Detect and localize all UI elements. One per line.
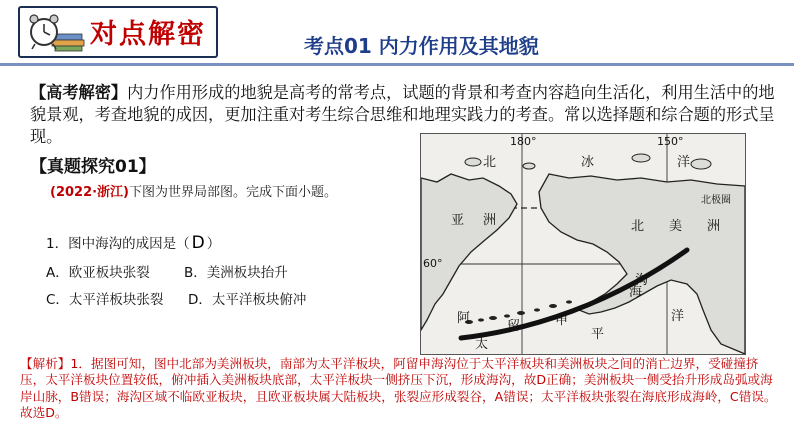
option-b[interactable]: B．美洲板块抬升 bbox=[184, 265, 288, 281]
label-trench-1: 阿 bbox=[457, 311, 471, 326]
label-na-1: 北 bbox=[631, 219, 645, 234]
source-line bbox=[50, 181, 337, 200]
label-north: 北 bbox=[483, 155, 497, 170]
header-divider bbox=[0, 63, 794, 66]
analysis-paragraph: 【解析】1．据图可知，图中北部为美洲板块，南部为太平洋板块，阿留申海沟位于太平洋板块和美洲板块之间的消亡边界，受碰撞挤压，太平洋板块位置较低，俯冲插入美洲板块底部，太平洋板块一侧挤压下沉，形成海沟，故D正确；美洲板块一侧受抬升形成岛弧或海岸山脉，B错误；海沟区域不临欧亚板块，且欧亚板块属大陆板块，张裂应形成裂谷，A错误；太平洋板块张裂在海底形成海岭，C错误。故选D。 bbox=[20, 356, 777, 421]
source-text: 下图为世界局部图。完成下面小题。 bbox=[129, 185, 338, 200]
section-title: 【真题探究01】 bbox=[30, 157, 156, 177]
label-na-3: 洲 bbox=[707, 219, 721, 234]
label-na-2: 美 bbox=[669, 219, 683, 234]
alarm-clock-books-icon bbox=[24, 10, 86, 52]
label-ocean-n: 洋 bbox=[677, 155, 691, 170]
page-title: 考点01 内力作用及其地貌 bbox=[304, 34, 539, 58]
label-asia-2: 洲 bbox=[483, 213, 497, 228]
intro-tag: 【高考解密】 bbox=[30, 83, 128, 102]
options-row-1 bbox=[46, 261, 322, 281]
label-trench-5: 沟 bbox=[635, 273, 649, 288]
question-stem bbox=[46, 232, 220, 253]
handwritten-answer: D bbox=[191, 233, 205, 253]
lat-label-60: 60° bbox=[423, 257, 443, 270]
label-pacific-3: 洋 bbox=[671, 309, 685, 324]
question-stem-after: ） bbox=[206, 236, 221, 252]
world-partial-map bbox=[420, 133, 746, 355]
intro-text: 内力作用形成的地貌是高考的常考点，试题的背景和考查内容趋向生活化，利用生活中的地貌景观，考查地貌的成因，更加注重对考生综合思维和地理实践力的考查。常以选择题和综合题的形式呈现。 bbox=[30, 83, 775, 146]
label-trench-2: 留 bbox=[507, 319, 521, 334]
lon-label-150: 150° bbox=[657, 135, 684, 148]
question-stem-before: 1．图中海沟的成因是（ bbox=[46, 236, 190, 252]
options-row-2 bbox=[46, 288, 326, 308]
label-ice: 冰 bbox=[581, 155, 595, 170]
logo-text: 对点解密 bbox=[90, 19, 206, 50]
label-trench-3: 申 bbox=[555, 313, 569, 328]
page-header bbox=[0, 0, 794, 66]
logo bbox=[18, 6, 218, 58]
label-asia-1: 亚 bbox=[451, 213, 465, 228]
label-pacific-1: 太 bbox=[475, 337, 489, 352]
option-a[interactable]: A．欧亚板块张裂 bbox=[46, 265, 150, 281]
source-tag: (2022·浙江) bbox=[50, 185, 130, 200]
option-c[interactable]: C．太平洋板块张裂 bbox=[46, 292, 164, 308]
lon-label-180: 180° bbox=[510, 135, 537, 148]
option-d[interactable]: D．太平洋板块俯冲 bbox=[188, 292, 307, 308]
label-pacific-2: 平 bbox=[591, 327, 605, 342]
label-trench-4: 海 bbox=[629, 285, 643, 300]
arctic-circle-label: 北极圈 bbox=[701, 195, 731, 206]
